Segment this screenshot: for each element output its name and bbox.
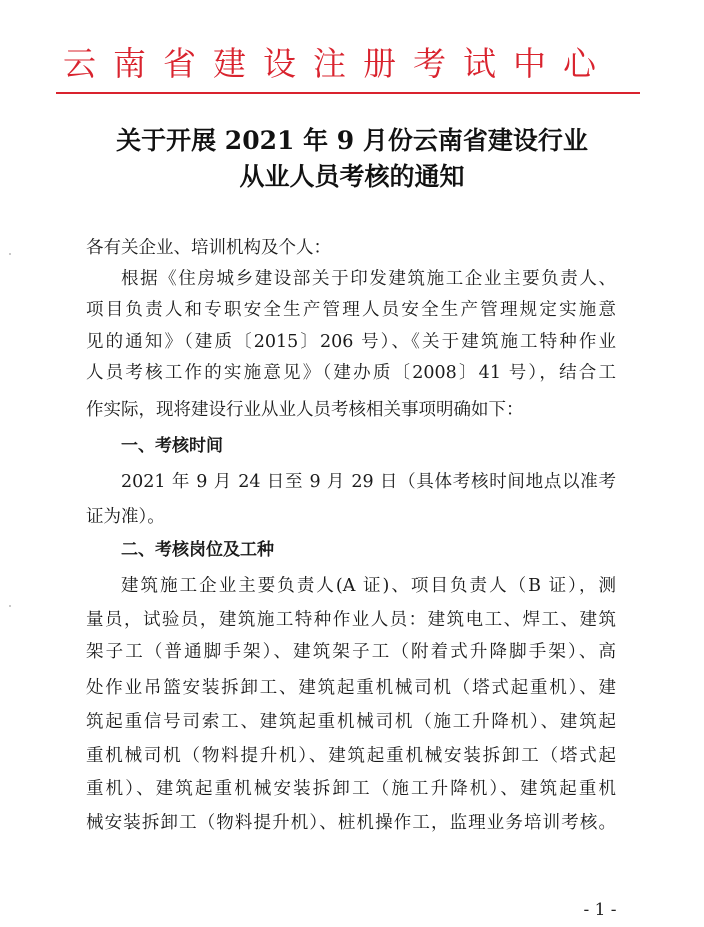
header-divider	[56, 92, 640, 94]
section-text-line: 重机）、建筑起重机械安装拆卸工（施工升降机）、建筑起重机	[86, 779, 616, 799]
section-text-line: 量员，试验员，建筑施工特种作业人员：建筑电工、焊工、建筑	[86, 610, 616, 630]
section-heading-exam-time: 一、考核时间	[121, 436, 223, 456]
intro-line: 作实际，现将建设行业从业人员考核相关事项明确如下：	[86, 400, 524, 420]
intro-line: 见的通知》（建质〔2015〕206 号）、《关于建筑施工特种作业	[86, 332, 616, 352]
page-number: - 1 -	[583, 900, 617, 920]
section-text-line: 械安装拆卸工（物料提升机）、桩机操作工，监理业务培训考核。	[86, 813, 616, 833]
document-title-line-1: 关于开展 2021 年 9 月份云南省建设行业	[116, 126, 588, 155]
salutation: 各有关企业、培训机构及个人：	[86, 238, 331, 258]
section-text-line: 筑起重信号司索工、建筑起重机械司机（施工升降机）、建筑起	[86, 712, 616, 732]
document-title-line-2: 从业人员考核的通知	[239, 162, 465, 191]
section-text-line: 重机械司机（物料提升机）、建筑起重机械安装拆卸工（塔式起	[86, 746, 616, 766]
organization-header: 云南省建设注册考试中心	[63, 44, 613, 83]
section-text-line: 架子工（普通脚手架）、建筑架子工（附着式升降脚手架）、高	[86, 642, 616, 662]
section-text-line: 处作业吊篮安装拆卸工、建筑起重机械司机（塔式起重机）、建	[86, 678, 616, 698]
intro-line: 人员考核工作的实施意见》（建办质〔2008〕41 号），结合工	[86, 363, 616, 383]
intro-line: 项目负责人和专职安全生产管理人员安全生产管理规定实施意	[86, 300, 616, 320]
intro-line: 根据《住房城乡建设部关于印发建筑施工企业主要负责人、	[121, 269, 616, 289]
scan-speck	[9, 605, 11, 607]
scan-speck	[9, 253, 11, 255]
section-heading-exam-positions: 二、考核岗位及工种	[121, 540, 274, 560]
section-text-line: 证为准）。	[86, 507, 165, 527]
section-text-line: 2021 年 9 月 24 日至 9 月 29 日（具体考核时间地点以准考	[121, 472, 616, 492]
section-text-line: 建筑施工企业主要负责人(A 证)、项目负责人（B 证），测	[121, 576, 616, 596]
